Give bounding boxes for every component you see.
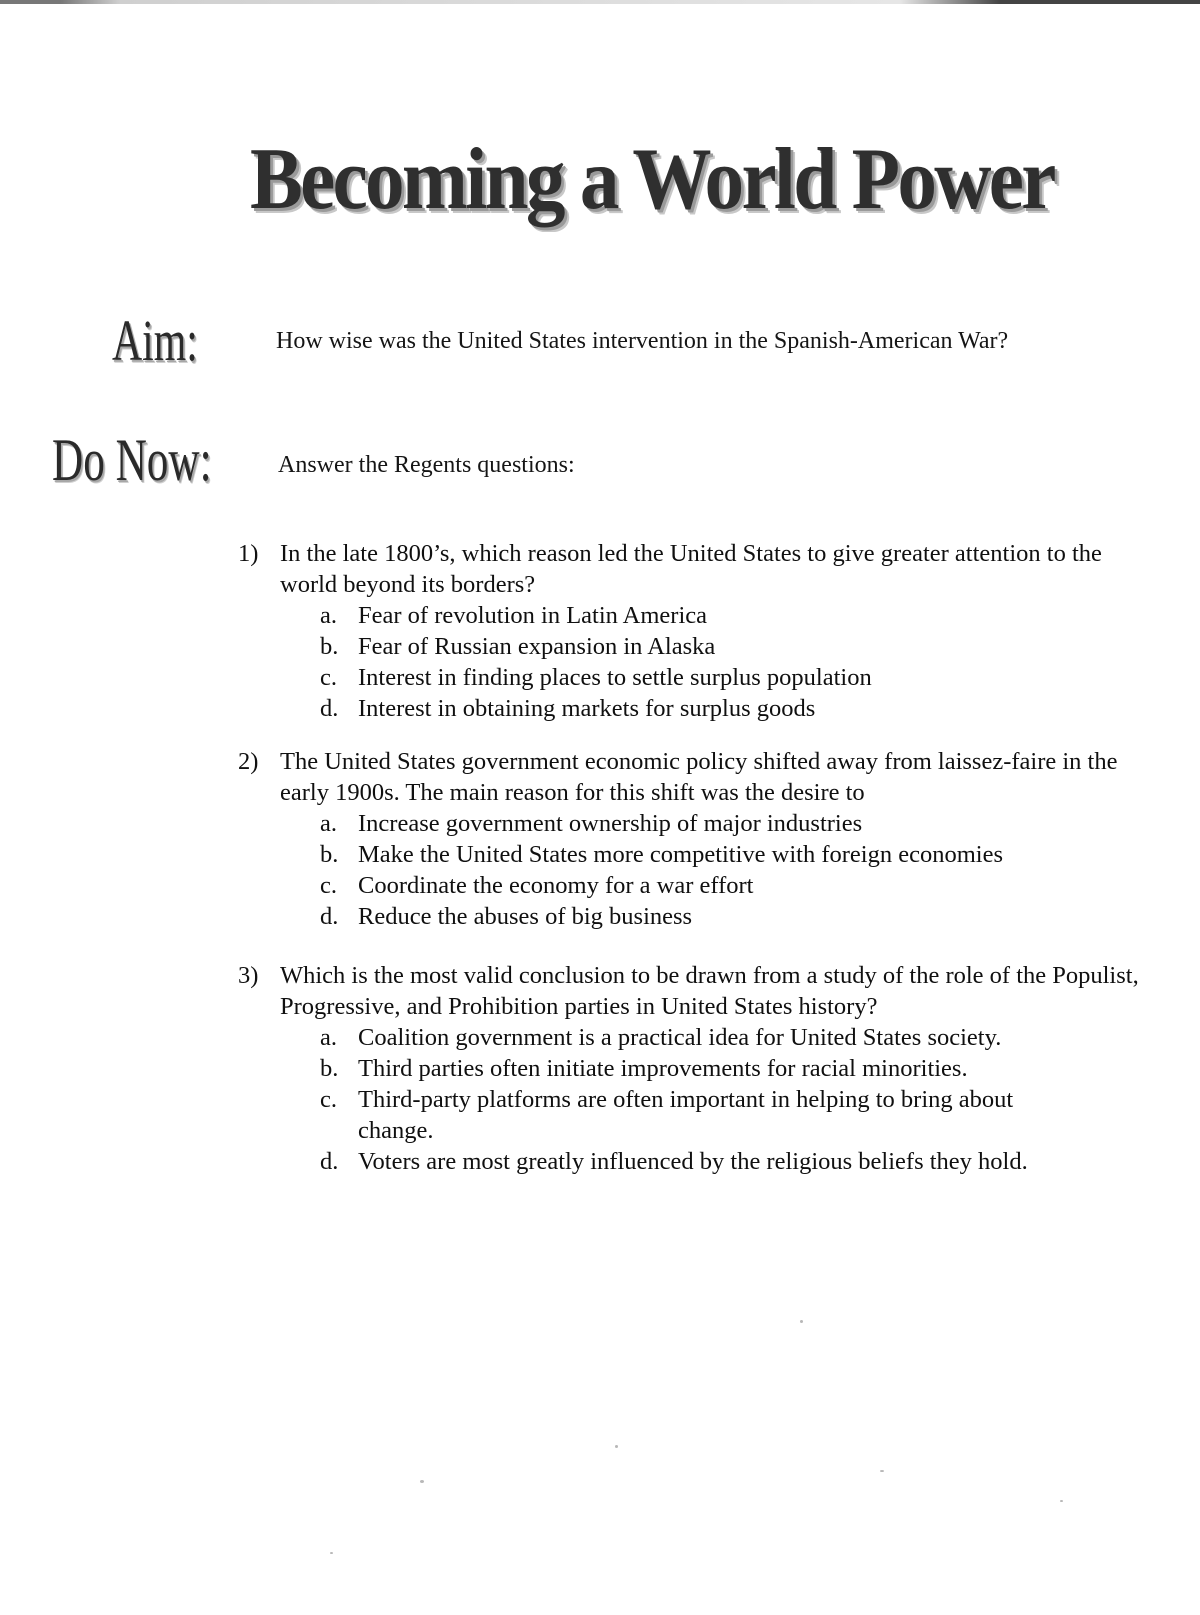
- choice-text: Interest in obtaining markets for surplus goods: [358, 695, 816, 722]
- answer-choice: [320, 693, 1158, 724]
- choice-text: Coalition government is a practical idea for United States society.: [358, 1024, 1002, 1051]
- choice-letter: d.: [320, 1148, 339, 1175]
- question-stem: Which is the most valid conclusion to be drawn from a study of the role of the Populist, Progressive, and Prohibition parties in United States history?: [280, 962, 1139, 1020]
- choice-text: Third-party platforms are often important in helping to bring about change.: [358, 1086, 1014, 1144]
- choice-letter: d.: [320, 695, 339, 722]
- question-number: 1): [238, 540, 259, 567]
- answer-choice: [320, 1146, 1158, 1177]
- answer-choice: [320, 1084, 1158, 1146]
- answer-choice: [320, 662, 1158, 693]
- scan-top-edge: [0, 0, 1200, 4]
- scan-speck: [420, 1480, 424, 1483]
- choice-text: Coordinate the economy for a war effort: [358, 872, 754, 899]
- choice-letter: b.: [320, 841, 339, 868]
- answer-choice: [320, 839, 1158, 870]
- choice-text: Fear of revolution in Latin America: [358, 602, 708, 629]
- answer-choices: [238, 808, 1158, 932]
- scan-speck: [800, 1320, 803, 1323]
- answer-choice: [320, 1022, 1158, 1053]
- choice-letter: a.: [320, 1024, 337, 1051]
- choice-text: Fear of Russian expansion in Alaska: [358, 633, 716, 660]
- scan-speck: [615, 1445, 618, 1448]
- scan-speck: [1060, 1500, 1063, 1502]
- answer-choices: [238, 600, 1158, 724]
- question-1: [238, 538, 1158, 724]
- choice-text: Third parties often initiate improvements for racial minorities.: [358, 1055, 968, 1082]
- aim-label: Aim:: [112, 308, 198, 373]
- answer-choice: [320, 1053, 1158, 1084]
- answer-choice: [320, 631, 1158, 662]
- question-3: [238, 960, 1158, 1177]
- choice-letter: c.: [320, 1086, 337, 1113]
- page-title: Becoming a World Power: [250, 131, 1054, 228]
- aim-text: How wise was the United States intervention in the Spanish-American War?: [276, 328, 1009, 354]
- scan-speck: [880, 1470, 884, 1472]
- question-number: 3): [238, 962, 259, 989]
- answer-choice: [320, 870, 1158, 901]
- choice-text: Voters are most greatly influenced by the religious beliefs they hold.: [358, 1148, 1028, 1175]
- answer-choice: [320, 808, 1158, 839]
- choice-letter: a.: [320, 810, 337, 837]
- answer-choices: [238, 1022, 1158, 1177]
- choice-text: Reduce the abuses of big business: [358, 903, 693, 930]
- choice-letter: c.: [320, 872, 337, 899]
- choice-text: Make the United States more competitive with foreign economies: [358, 841, 1003, 868]
- do-now-text: Answer the Regents questions:: [278, 452, 575, 478]
- do-now-label: Do Now:: [52, 427, 212, 493]
- choice-letter: d.: [320, 903, 339, 930]
- choice-letter: b.: [320, 1055, 339, 1082]
- answer-choice: [320, 901, 1158, 932]
- question-number: 2): [238, 748, 259, 775]
- choice-letter: c.: [320, 664, 337, 691]
- scan-speck: [330, 1552, 333, 1554]
- answer-choice: [320, 600, 1158, 631]
- choice-letter: a.: [320, 602, 337, 629]
- choice-text: Interest in finding places to settle surplus population: [358, 664, 872, 691]
- question-stem: The United States government economic policy shifted away from laissez-faire in the early 1900s. The main reason for this shift was the desire to: [280, 748, 1118, 806]
- question-stem: In the late 1800’s, which reason led the United States to give greater attention to the world beyond its borders?: [280, 540, 1102, 598]
- choice-letter: b.: [320, 633, 339, 660]
- question-2: [238, 746, 1158, 932]
- choice-text: Increase government ownership of major industries: [358, 810, 863, 837]
